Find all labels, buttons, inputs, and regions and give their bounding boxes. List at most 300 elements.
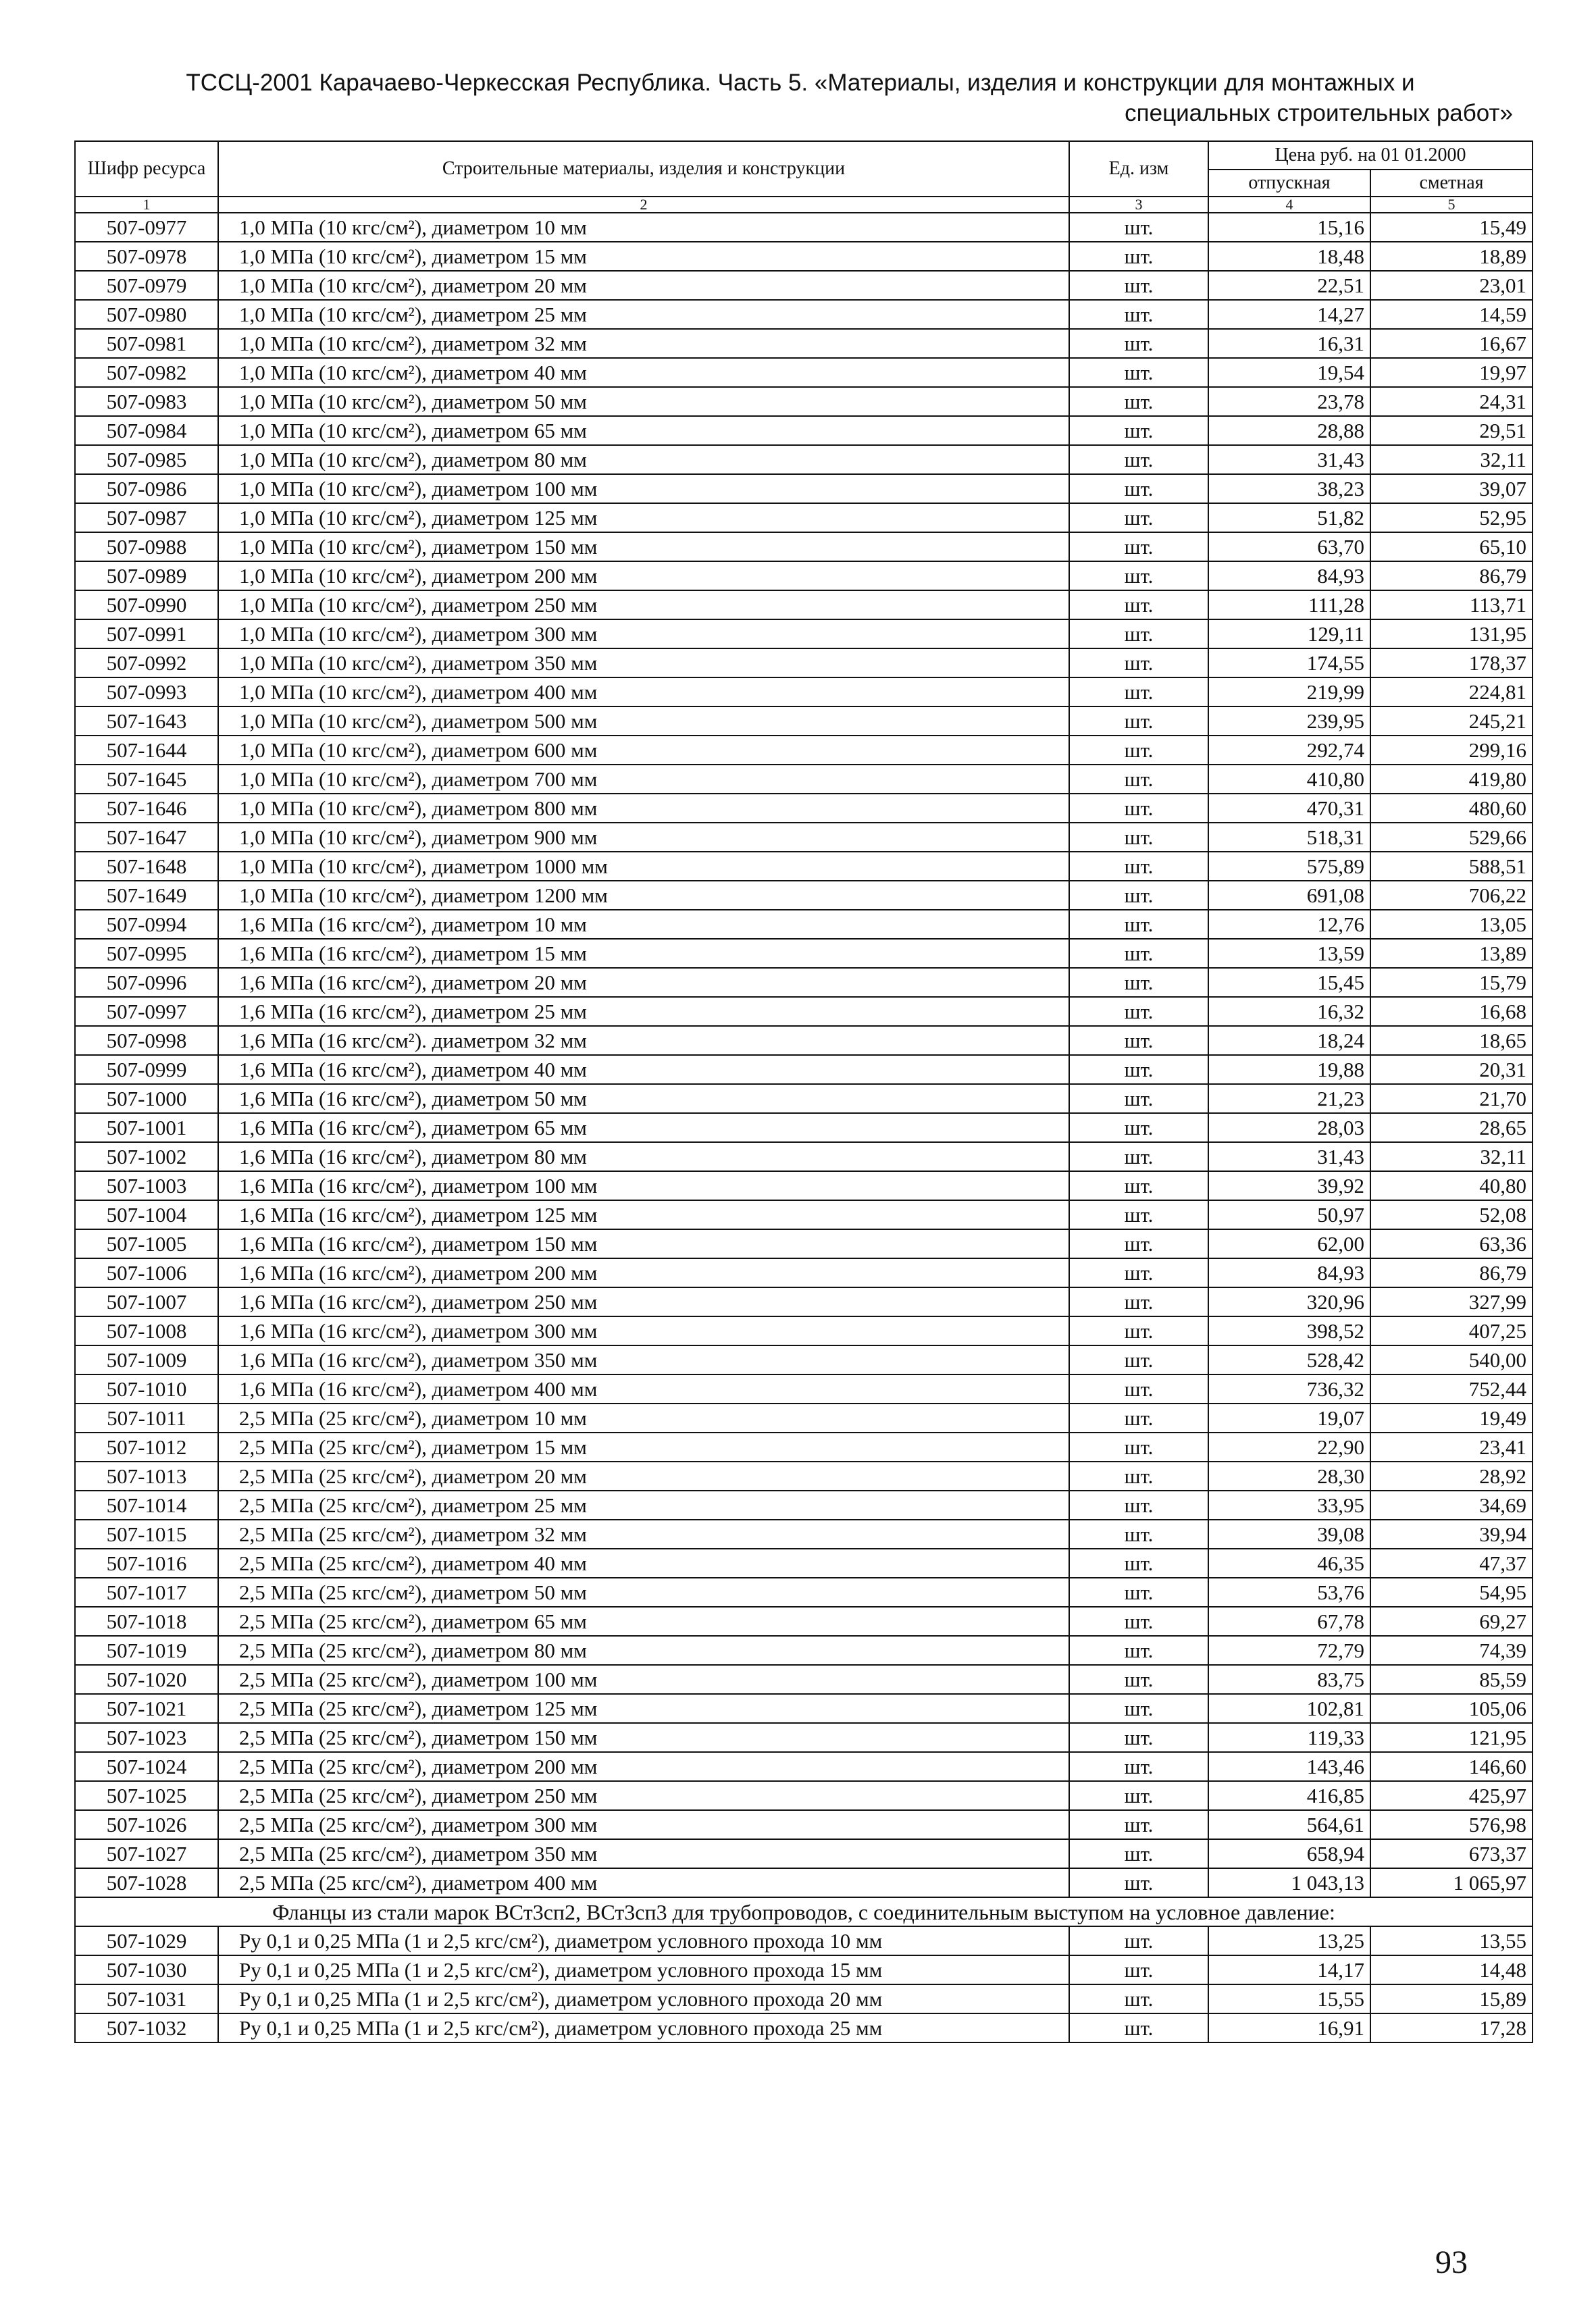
unit: шт.	[1069, 1258, 1208, 1287]
table-row	[75, 968, 1533, 997]
release-price: 22,51	[1208, 271, 1370, 300]
section-title: Фланцы из стали марок ВСт3сп2, ВСт3сп3 для трубопроводов, с соединительным выступом на условное давление:	[75, 1897, 1533, 1926]
release-price: 13,59	[1208, 939, 1370, 968]
resource-code: 507-0984	[75, 416, 218, 445]
table-body-main	[75, 213, 1533, 1897]
estimate-price: 299,16	[1370, 736, 1533, 765]
resource-code: 507-0990	[75, 590, 218, 619]
table-row	[75, 1491, 1533, 1520]
material-name: 2,5 МПа (25 кгс/см²), диаметром 20 мм	[218, 1462, 1069, 1491]
material-name: 1,0 МПа (10 кгс/см²), диаметром 200 мм	[218, 561, 1069, 590]
material-name: 1,0 МПа (10 кгс/см²), диаметром 150 мм	[218, 532, 1069, 561]
estimate-price: 23,01	[1370, 271, 1533, 300]
material-name: 2,5 МПа (25 кгс/см²), диаметром 40 мм	[218, 1549, 1069, 1578]
table-row	[75, 1665, 1533, 1694]
table-row	[75, 1229, 1533, 1258]
estimate-price: 47,37	[1370, 1549, 1533, 1578]
resource-code: 507-0995	[75, 939, 218, 968]
unit: шт.	[1069, 474, 1208, 503]
release-price: 31,43	[1208, 1142, 1370, 1171]
estimate-price: 419,80	[1370, 765, 1533, 794]
material-name: 2,5 МПа (25 кгс/см²), диаметром 65 мм	[218, 1607, 1069, 1636]
unit: шт.	[1069, 765, 1208, 794]
estimate-price: 15,79	[1370, 968, 1533, 997]
estimate-price: 24,31	[1370, 387, 1533, 416]
material-name: 1,0 МПа (10 кгс/см²), диаметром 100 мм	[218, 474, 1069, 503]
material-name: 1,6 МПа (16 кгс/см²), диаметром 80 мм	[218, 1142, 1069, 1171]
material-name: 1,0 МПа (10 кгс/см²), диаметром 80 мм	[218, 445, 1069, 474]
table-row	[75, 1752, 1533, 1781]
estimate-price: 40,80	[1370, 1171, 1533, 1200]
release-price: 174,55	[1208, 648, 1370, 677]
release-price: 16,91	[1208, 2013, 1370, 2042]
material-name: 2,5 МПа (25 кгс/см²), диаметром 32 мм	[218, 1520, 1069, 1549]
release-price: 19,88	[1208, 1055, 1370, 1084]
unit: шт.	[1069, 1752, 1208, 1781]
estimate-price: 407,25	[1370, 1316, 1533, 1345]
table-row	[75, 1607, 1533, 1636]
estimate-price: 29,51	[1370, 416, 1533, 445]
estimate-price: 20,31	[1370, 1055, 1533, 1084]
estimate-price: 14,48	[1370, 1955, 1533, 1984]
unit: шт.	[1069, 1316, 1208, 1345]
material-name: 1,0 МПа (10 кгс/см²), диаметром 10 мм	[218, 213, 1069, 242]
release-price: 111,28	[1208, 590, 1370, 619]
release-price: 15,45	[1208, 968, 1370, 997]
resource-code: 507-1648	[75, 852, 218, 881]
table-row	[75, 1810, 1533, 1839]
resource-code: 507-1019	[75, 1636, 218, 1665]
table-row	[75, 1142, 1533, 1171]
resource-code: 507-0987	[75, 503, 218, 532]
material-name: 1,0 МПа (10 кгс/см²), диаметром 900 мм	[218, 823, 1069, 852]
material-name: 1,6 МПа (16 кгс/см²), диаметром 150 мм	[218, 1229, 1069, 1258]
unit: шт.	[1069, 1171, 1208, 1200]
unit: шт.	[1069, 1404, 1208, 1433]
resource-code: 507-0991	[75, 619, 218, 648]
release-price: 15,55	[1208, 1984, 1370, 2013]
material-name: 1,6 МПа (16 кгс/см²). диаметром 32 мм	[218, 1026, 1069, 1055]
table-row	[75, 1578, 1533, 1607]
table-row	[75, 706, 1533, 736]
release-price: 50,97	[1208, 1200, 1370, 1229]
material-name: 1,0 МПа (10 кгс/см²), диаметром 15 мм	[218, 242, 1069, 271]
resource-code: 507-1643	[75, 706, 218, 736]
resource-code: 507-1003	[75, 1171, 218, 1200]
resource-code: 507-0996	[75, 968, 218, 997]
material-name: 1,6 МПа (16 кгс/см²), диаметром 15 мм	[218, 939, 1069, 968]
material-name: 1,0 МПа (10 кгс/см²), диаметром 1000 мм	[218, 852, 1069, 881]
estimate-price: 18,89	[1370, 242, 1533, 271]
estimate-price: 706,22	[1370, 881, 1533, 910]
section-row	[75, 1897, 1533, 1926]
unit: шт.	[1069, 532, 1208, 561]
unit: шт.	[1069, 881, 1208, 910]
release-price: 292,74	[1208, 736, 1370, 765]
resource-code: 507-0982	[75, 358, 218, 387]
estimate-price: 752,44	[1370, 1374, 1533, 1404]
material-name: 2,5 МПа (25 кгс/см²), диаметром 200 мм	[218, 1752, 1069, 1781]
release-price: 72,79	[1208, 1636, 1370, 1665]
estimate-price: 327,99	[1370, 1287, 1533, 1316]
material-name: 1,0 МПа (10 кгс/см²), диаметром 300 мм	[218, 619, 1069, 648]
table-row	[75, 939, 1533, 968]
table-row	[75, 1055, 1533, 1084]
material-name: 1,0 МПа (10 кгс/см²), диаметром 32 мм	[218, 329, 1069, 358]
resource-code: 507-0978	[75, 242, 218, 271]
release-price: 63,70	[1208, 532, 1370, 561]
unit: шт.	[1069, 561, 1208, 590]
release-price: 14,27	[1208, 300, 1370, 329]
unit: шт.	[1069, 445, 1208, 474]
estimate-price: 34,69	[1370, 1491, 1533, 1520]
table-row	[75, 445, 1533, 474]
estimate-price: 17,28	[1370, 2013, 1533, 2042]
column-number: 1	[75, 197, 218, 213]
unit: шт.	[1069, 1955, 1208, 1984]
unit: шт.	[1069, 1723, 1208, 1752]
estimate-price: 113,71	[1370, 590, 1533, 619]
estimate-price: 52,95	[1370, 503, 1533, 532]
estimate-price: 69,27	[1370, 1607, 1533, 1636]
header-code: Шифр ресурса	[75, 141, 218, 197]
column-number: 3	[1069, 197, 1208, 213]
resource-code: 507-1005	[75, 1229, 218, 1258]
estimate-price: 673,37	[1370, 1839, 1533, 1868]
estimate-price: 28,92	[1370, 1462, 1533, 1491]
material-name: 1,0 МПа (10 кгс/см²), диаметром 25 мм	[218, 300, 1069, 329]
material-name: 2,5 МПа (25 кгс/см²), диаметром 100 мм	[218, 1665, 1069, 1694]
estimate-price: 16,68	[1370, 997, 1533, 1026]
estimate-price: 39,94	[1370, 1520, 1533, 1549]
unit: шт.	[1069, 1520, 1208, 1549]
release-price: 83,75	[1208, 1665, 1370, 1694]
resource-code: 507-1647	[75, 823, 218, 852]
table-row	[75, 736, 1533, 765]
table-section	[75, 1897, 1533, 1926]
unit: шт.	[1069, 1142, 1208, 1171]
resource-code: 507-1014	[75, 1491, 218, 1520]
estimate-price: 13,05	[1370, 910, 1533, 939]
table-row	[75, 677, 1533, 706]
estimate-price: 32,11	[1370, 445, 1533, 474]
release-price: 470,31	[1208, 794, 1370, 823]
resource-code: 507-0980	[75, 300, 218, 329]
material-name: 1,6 МПа (16 кгс/см²), диаметром 40 мм	[218, 1055, 1069, 1084]
unit: шт.	[1069, 1200, 1208, 1229]
unit: шт.	[1069, 736, 1208, 765]
estimate-price: 52,08	[1370, 1200, 1533, 1229]
release-price: 53,76	[1208, 1578, 1370, 1607]
resource-code: 507-1008	[75, 1316, 218, 1345]
resource-code: 507-1649	[75, 881, 218, 910]
estimate-price: 13,55	[1370, 1926, 1533, 1955]
table-row	[75, 1287, 1533, 1316]
release-price: 67,78	[1208, 1607, 1370, 1636]
release-price: 658,94	[1208, 1839, 1370, 1868]
estimate-price: 15,49	[1370, 213, 1533, 242]
unit: шт.	[1069, 213, 1208, 242]
material-name: 1,0 МПа (10 кгс/см²), диаметром 800 мм	[218, 794, 1069, 823]
material-name: 1,0 МПа (10 кгс/см²), диаметром 40 мм	[218, 358, 1069, 387]
resource-code: 507-0998	[75, 1026, 218, 1055]
unit: шт.	[1069, 1491, 1208, 1520]
resource-code: 507-1015	[75, 1520, 218, 1549]
table-row	[75, 648, 1533, 677]
material-name: 2,5 МПа (25 кгс/см²), диаметром 50 мм	[218, 1578, 1069, 1607]
table-row	[75, 823, 1533, 852]
release-price: 518,31	[1208, 823, 1370, 852]
unit: шт.	[1069, 794, 1208, 823]
release-price: 28,30	[1208, 1462, 1370, 1491]
estimate-price: 18,65	[1370, 1026, 1533, 1055]
material-name: Ру 0,1 и 0,25 МПа (1 и 2,5 кгс/см²), диаметром условного прохода 25 мм	[218, 2013, 1069, 2042]
unit: шт.	[1069, 1026, 1208, 1055]
estimate-price: 13,89	[1370, 939, 1533, 968]
release-price: 102,81	[1208, 1694, 1370, 1723]
estimate-price: 14,59	[1370, 300, 1533, 329]
estimate-price: 146,60	[1370, 1752, 1533, 1781]
title-line-1: ТССЦ-2001 Карачаево-Черкесская Республика. Часть 5. «Материалы, изделия и конструкции для монтажных и	[186, 70, 1415, 96]
release-price: 12,76	[1208, 910, 1370, 939]
unit: шт.	[1069, 1462, 1208, 1491]
release-price: 13,25	[1208, 1926, 1370, 1955]
unit: шт.	[1069, 852, 1208, 881]
table-row	[75, 590, 1533, 619]
release-price: 28,03	[1208, 1113, 1370, 1142]
resource-code: 507-0992	[75, 648, 218, 677]
material-name: 2,5 МПа (25 кгс/см²), диаметром 150 мм	[218, 1723, 1069, 1752]
unit: шт.	[1069, 1607, 1208, 1636]
table-row	[75, 619, 1533, 648]
resource-code: 507-1007	[75, 1287, 218, 1316]
material-name: 1,6 МПа (16 кгс/см²), диаметром 350 мм	[218, 1345, 1069, 1374]
unit: шт.	[1069, 1868, 1208, 1897]
estimate-price: 86,79	[1370, 561, 1533, 590]
table-row	[75, 997, 1533, 1026]
estimate-price: 480,60	[1370, 794, 1533, 823]
unit: шт.	[1069, 997, 1208, 1026]
resource-code: 507-0994	[75, 910, 218, 939]
estimate-price: 224,81	[1370, 677, 1533, 706]
table-row	[75, 1549, 1533, 1578]
resource-code: 507-1021	[75, 1694, 218, 1723]
release-price: 239,95	[1208, 706, 1370, 736]
material-name: 1,6 МПа (16 кгс/см²), диаметром 100 мм	[218, 1171, 1069, 1200]
resource-code: 507-1031	[75, 1984, 218, 2013]
estimate-price: 21,70	[1370, 1084, 1533, 1113]
table-row	[75, 765, 1533, 794]
resource-code: 507-0985	[75, 445, 218, 474]
release-price: 18,48	[1208, 242, 1370, 271]
material-name: 1,6 МПа (16 кгс/см²), диаметром 50 мм	[218, 1084, 1069, 1113]
resource-code: 507-1024	[75, 1752, 218, 1781]
estimate-price: 16,67	[1370, 329, 1533, 358]
resource-code: 507-1026	[75, 1810, 218, 1839]
release-price: 18,24	[1208, 1026, 1370, 1055]
release-price: 14,17	[1208, 1955, 1370, 1984]
table-row	[75, 910, 1533, 939]
release-price: 398,52	[1208, 1316, 1370, 1345]
material-name: 2,5 МПа (25 кгс/см²), диаметром 300 мм	[218, 1810, 1069, 1839]
column-number: 4	[1208, 197, 1370, 213]
release-price: 528,42	[1208, 1345, 1370, 1374]
unit: шт.	[1069, 706, 1208, 736]
release-price: 129,11	[1208, 619, 1370, 648]
estimate-price: 121,95	[1370, 1723, 1533, 1752]
estimate-price: 28,65	[1370, 1113, 1533, 1142]
material-name: 1,0 МПа (10 кгс/см²), диаметром 250 мм	[218, 590, 1069, 619]
table-row	[75, 387, 1533, 416]
table-row	[75, 1316, 1533, 1345]
unit: шт.	[1069, 1549, 1208, 1578]
resource-code: 507-1006	[75, 1258, 218, 1287]
table-row	[75, 1636, 1533, 1665]
release-price: 19,07	[1208, 1404, 1370, 1433]
resource-code: 507-1027	[75, 1839, 218, 1868]
table-body-flanges	[75, 1926, 1533, 2042]
material-name: 1,0 МПа (10 кгс/см²), диаметром 600 мм	[218, 736, 1069, 765]
unit: шт.	[1069, 1433, 1208, 1462]
release-price: 16,32	[1208, 997, 1370, 1026]
unit: шт.	[1069, 823, 1208, 852]
table-row	[75, 1926, 1533, 1955]
resource-code: 507-1645	[75, 765, 218, 794]
resource-code: 507-1030	[75, 1955, 218, 1984]
estimate-price: 63,36	[1370, 1229, 1533, 1258]
table-row	[75, 852, 1533, 881]
release-price: 33,95	[1208, 1491, 1370, 1520]
material-name: 1,6 МПа (16 кгс/см²), диаметром 200 мм	[218, 1258, 1069, 1287]
resource-code: 507-0983	[75, 387, 218, 416]
unit: шт.	[1069, 1229, 1208, 1258]
table-row	[75, 1984, 1533, 2013]
table-row	[75, 1781, 1533, 1810]
release-price: 84,93	[1208, 561, 1370, 590]
header-release-price: отпускная	[1208, 170, 1370, 197]
table-row	[75, 300, 1533, 329]
header-estimate-price: сметная	[1370, 170, 1533, 197]
estimate-price: 39,07	[1370, 474, 1533, 503]
estimate-price: 178,37	[1370, 648, 1533, 677]
unit: шт.	[1069, 503, 1208, 532]
resource-code: 507-0977	[75, 213, 218, 242]
material-name: Ру 0,1 и 0,25 МПа (1 и 2,5 кгс/см²), диаметром условного прохода 10 мм	[218, 1926, 1069, 1955]
release-price: 39,92	[1208, 1171, 1370, 1200]
table-row	[75, 1258, 1533, 1287]
resource-code: 507-1646	[75, 794, 218, 823]
table-row	[75, 474, 1533, 503]
resource-code: 507-1002	[75, 1142, 218, 1171]
table-row	[75, 329, 1533, 358]
resource-code: 507-0989	[75, 561, 218, 590]
unit: шт.	[1069, 1055, 1208, 1084]
resource-code: 507-1010	[75, 1374, 218, 1404]
material-name: 2,5 МПа (25 кгс/см²), диаметром 350 мм	[218, 1839, 1069, 1868]
release-price: 119,33	[1208, 1723, 1370, 1752]
material-name: 1,6 МПа (16 кгс/см²), диаметром 300 мм	[218, 1316, 1069, 1345]
table-row	[75, 1723, 1533, 1752]
estimate-price: 105,06	[1370, 1694, 1533, 1723]
table-row	[75, 242, 1533, 271]
material-name: 2,5 МПа (25 кгс/см²), диаметром 80 мм	[218, 1636, 1069, 1665]
material-name: 1,6 МПа (16 кгс/см²), диаметром 250 мм	[218, 1287, 1069, 1316]
unit: шт.	[1069, 1084, 1208, 1113]
column-number: 2	[218, 197, 1069, 213]
table-row	[75, 503, 1533, 532]
release-price: 736,32	[1208, 1374, 1370, 1404]
estimate-price: 74,39	[1370, 1636, 1533, 1665]
estimate-price: 19,97	[1370, 358, 1533, 387]
table-row	[75, 532, 1533, 561]
title-line-2: специальных строительных работ»	[1125, 100, 1513, 126]
header-name: Строительные материалы, изделия и конструкции	[218, 141, 1069, 197]
unit: шт.	[1069, 1926, 1208, 1955]
table-row	[75, 1839, 1533, 1868]
resource-code: 507-0999	[75, 1055, 218, 1084]
release-price: 28,88	[1208, 416, 1370, 445]
material-name: 1,6 МПа (16 кгс/см²), диаметром 65 мм	[218, 1113, 1069, 1142]
unit: шт.	[1069, 677, 1208, 706]
estimate-price: 86,79	[1370, 1258, 1533, 1287]
estimate-price: 245,21	[1370, 706, 1533, 736]
resource-code: 507-1004	[75, 1200, 218, 1229]
resource-code: 507-1009	[75, 1345, 218, 1374]
estimate-price: 65,10	[1370, 532, 1533, 561]
unit: шт.	[1069, 910, 1208, 939]
table-row	[75, 1374, 1533, 1404]
unit: шт.	[1069, 1578, 1208, 1607]
resource-code: 507-1001	[75, 1113, 218, 1142]
unit: шт.	[1069, 300, 1208, 329]
release-price: 84,93	[1208, 1258, 1370, 1287]
resource-code: 507-0981	[75, 329, 218, 358]
table-row	[75, 1433, 1533, 1462]
resource-code: 507-1029	[75, 1926, 218, 1955]
document-title	[74, 68, 1526, 128]
resource-code: 507-1018	[75, 1607, 218, 1636]
table-row	[75, 271, 1533, 300]
unit: шт.	[1069, 1287, 1208, 1316]
estimate-price: 15,89	[1370, 1984, 1533, 2013]
resource-code: 507-1023	[75, 1723, 218, 1752]
unit: шт.	[1069, 590, 1208, 619]
material-name: 1,0 МПа (10 кгс/см²), диаметром 125 мм	[218, 503, 1069, 532]
unit: шт.	[1069, 242, 1208, 271]
unit: шт.	[1069, 1665, 1208, 1694]
estimate-price: 588,51	[1370, 852, 1533, 881]
resource-code: 507-1016	[75, 1549, 218, 1578]
release-price: 564,61	[1208, 1810, 1370, 1839]
resource-code: 507-1032	[75, 2013, 218, 2042]
resource-code: 507-1012	[75, 1433, 218, 1462]
price-table	[74, 140, 1533, 2043]
material-name: 1,6 МПа (16 кгс/см²), диаметром 10 мм	[218, 910, 1069, 939]
material-name: 2,5 МПа (25 кгс/см²), диаметром 400 мм	[218, 1868, 1069, 1897]
resource-code: 507-0993	[75, 677, 218, 706]
table-row	[75, 1955, 1533, 1984]
material-name: 1,6 МПа (16 кгс/см²), диаметром 25 мм	[218, 997, 1069, 1026]
release-price: 62,00	[1208, 1229, 1370, 1258]
unit: шт.	[1069, 968, 1208, 997]
release-price: 51,82	[1208, 503, 1370, 532]
material-name: Ру 0,1 и 0,25 МПа (1 и 2,5 кгс/см²), диаметром условного прохода 20 мм	[218, 1984, 1069, 2013]
resource-code: 507-1000	[75, 1084, 218, 1113]
material-name: 1,0 МПа (10 кгс/см²), диаметром 700 мм	[218, 765, 1069, 794]
table-row	[75, 1868, 1533, 1897]
material-name: 1,0 МПа (10 кгс/см²), диаметром 400 мм	[218, 677, 1069, 706]
material-name: 2,5 МПа (25 кгс/см²), диаметром 10 мм	[218, 1404, 1069, 1433]
